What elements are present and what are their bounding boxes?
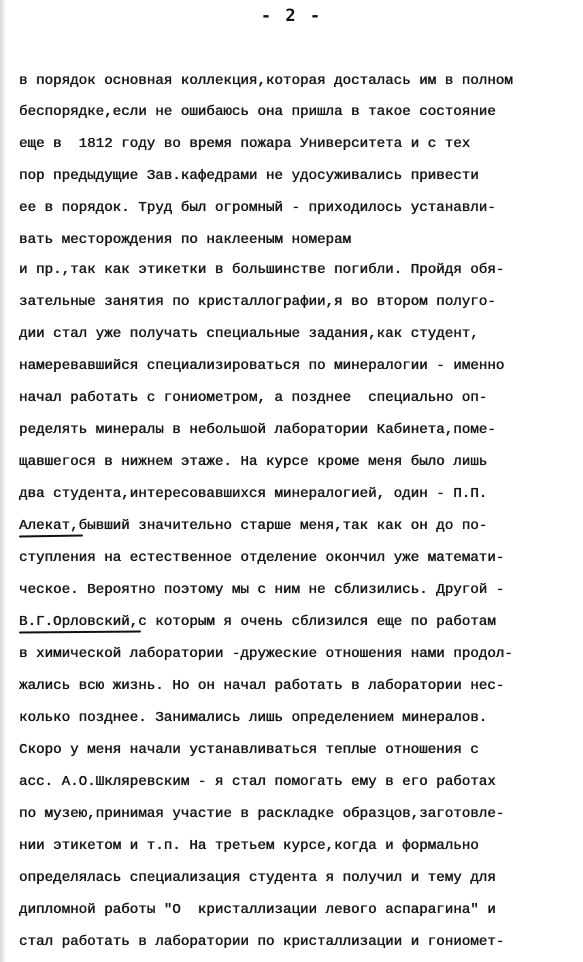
text-line: и пр.,так как этикетки в большинстве погибли. Пройдя обя- [19,262,505,278]
text-line: в химической лаборатории -дружеские отношения нами продол- [19,646,513,662]
scan-edge-shadow [0,0,6,962]
text-line: намеревавшийся специализироваться по минералогии - именно [19,358,505,374]
text-line: щавшегося в нижнем этаже. На курсе кроме меня было лишь [19,454,488,470]
text-line: В.Г.Орловский,с которым я очень сблизился еще по работам [19,614,496,630]
text-line: асс. А.О.Шклярeвским - я стал помогать ему в его работах [19,774,496,790]
text-line: по музею,принимая участие в раскладке образцов,заготовле- [19,806,505,822]
text-line: беспорядке,если не ошибаюсь она пришла в такое состояние [19,104,496,120]
page-number: - 2 - [260,6,323,26]
text-line: дипломной работы "О кристаллизации левого аспарагина" и [19,902,496,918]
text-line: жались всю жизнь. Но он начал работать в лаборатории нес- [19,678,505,694]
text-line: два студента,интересовавшихся минералогией, один - П.П. [19,486,488,502]
text-line: нии этикетом и т.п. На третьем курсе,когда и формально [19,838,479,854]
text-line: ступления на естественное отделение окончил уже математи- [19,550,505,566]
text-line: ческое. Вероятно поэтому мы с ним не сблизились. Другой - [19,582,505,598]
text-line: ределять минералы в небольшой лаборатории Кабинета,поме- [19,422,496,438]
text-line: Скоро у меня начали устанавливаться теплые отношения с [19,742,479,758]
text-line: еще в 1812 году во время пожара Университета и с тех [19,136,471,152]
text-line: в порядок основная коллекция,которая досталась им в полном [19,73,513,89]
text-line: пор предыдущие Зав.кафедрами не удосуживались привести [19,168,479,184]
text-line: стал работать в лаборатории по кристаллизации и гониомет- [19,934,505,950]
text-line: вать месторождения по наклееным номерам [19,232,352,248]
text-line: начал работать с гониометром, а позднее специально оп- [19,390,488,406]
text-line: колько позднее. Занимались лишь определением минералов. [19,710,488,726]
underline-orlovsky [19,630,141,633]
text-line: зательные занятия по кристаллографии,я во втором полуго- [19,294,496,310]
text-line: определялась специализация студента я получил и тему для [19,870,496,886]
text-line: Алекат,бывший значительно старше меня,так как он до по- [19,518,488,534]
text-line: ее в порядок. Труд был огромный - приходилось устанавли- [19,200,496,216]
text-line: дии стал уже получать специальные задания,как студент, [19,326,479,342]
underline-alekat [19,534,83,537]
